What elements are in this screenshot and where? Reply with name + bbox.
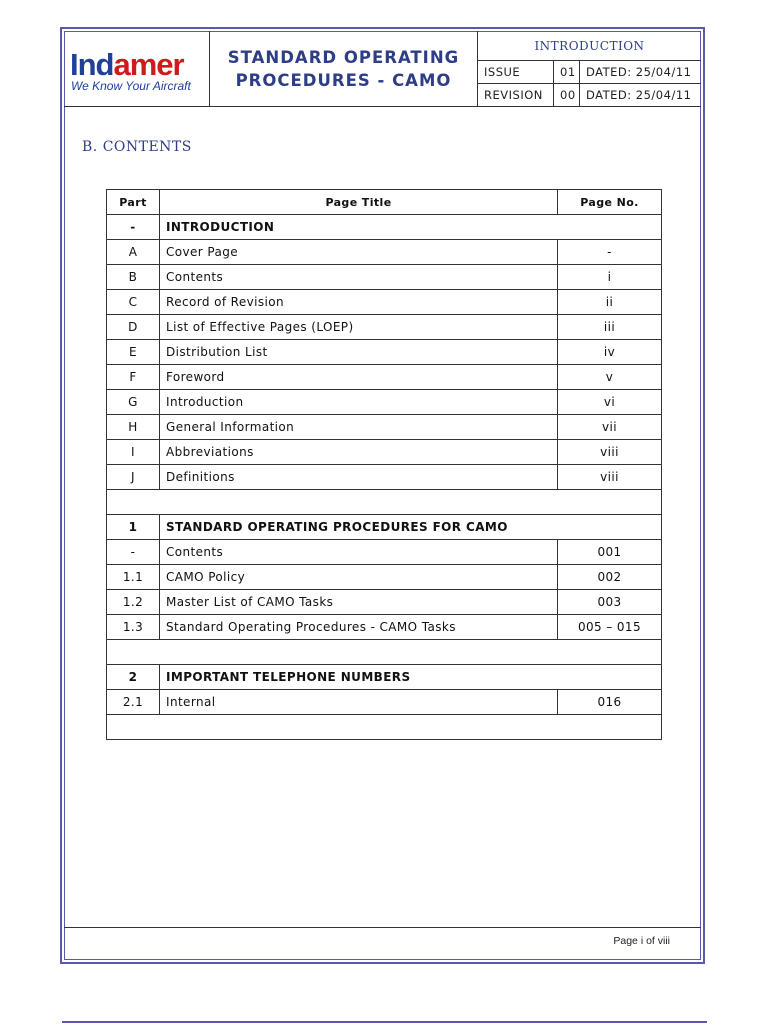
table-row bbox=[107, 565, 662, 590]
table-row bbox=[107, 240, 662, 265]
row-page: - bbox=[558, 240, 662, 265]
table-row bbox=[107, 440, 662, 465]
row-part: 1.3 bbox=[107, 615, 160, 640]
row-title: INTRODUCTION bbox=[160, 215, 662, 240]
row-title: CAMO Policy bbox=[160, 565, 558, 590]
document-meta bbox=[478, 31, 701, 106]
page-footer bbox=[64, 927, 701, 956]
row-page: vi bbox=[558, 390, 662, 415]
row-part: G bbox=[107, 390, 160, 415]
row-page: iv bbox=[558, 340, 662, 365]
row-page: viii bbox=[558, 440, 662, 465]
document-title-line-1: STANDARD OPERATING bbox=[227, 47, 460, 67]
row-page: 002 bbox=[558, 565, 662, 590]
document-title bbox=[210, 31, 478, 106]
table-row-section bbox=[107, 665, 662, 690]
row-part: 2 bbox=[107, 665, 160, 690]
row-title: Definitions bbox=[160, 465, 558, 490]
issue-date: DATED: 25/04/11 bbox=[586, 65, 692, 79]
table-row bbox=[107, 315, 662, 340]
table-row-section bbox=[107, 515, 662, 540]
row-part: C bbox=[107, 290, 160, 315]
row-page: 001 bbox=[558, 540, 662, 565]
row-title: Introduction bbox=[160, 390, 558, 415]
row-part: I bbox=[107, 440, 160, 465]
row-title: Master List of CAMO Tasks bbox=[160, 590, 558, 615]
row-page: v bbox=[558, 365, 662, 390]
row-part: E bbox=[107, 340, 160, 365]
document-header bbox=[64, 31, 701, 107]
row-title: IMPORTANT TELEPHONE NUMBERS bbox=[160, 665, 662, 690]
row-part: 1 bbox=[107, 515, 160, 540]
column-header-part: Part bbox=[107, 190, 160, 215]
revision-date: DATED: 25/04/11 bbox=[586, 88, 692, 102]
contents-table bbox=[106, 189, 662, 740]
row-title: Abbreviations bbox=[160, 440, 558, 465]
row-title: Foreword bbox=[160, 365, 558, 390]
row-part: B bbox=[107, 265, 160, 290]
table-row bbox=[107, 690, 662, 715]
table-row bbox=[107, 465, 662, 490]
row-page: vii bbox=[558, 415, 662, 440]
issue-label: ISSUE bbox=[478, 61, 554, 83]
row-title: Contents bbox=[160, 540, 558, 565]
row-part: 2.1 bbox=[107, 690, 160, 715]
row-page: viii bbox=[558, 465, 662, 490]
table-row bbox=[107, 390, 662, 415]
table-row bbox=[107, 590, 662, 615]
row-part: F bbox=[107, 365, 160, 390]
table-spacer-row bbox=[107, 640, 662, 665]
row-page: 005 – 015 bbox=[558, 615, 662, 640]
revision-label: REVISION bbox=[478, 84, 554, 106]
table-row bbox=[107, 540, 662, 565]
row-title: Internal bbox=[160, 690, 558, 715]
column-header-page: Page No. bbox=[558, 190, 662, 215]
row-page: ii bbox=[558, 290, 662, 315]
section-label: INTRODUCTION bbox=[478, 31, 701, 61]
row-title: Record of Revision bbox=[160, 290, 558, 315]
contents-heading: B. CONTENTS bbox=[82, 139, 192, 155]
row-page: 003 bbox=[558, 590, 662, 615]
row-title: List of Effective Pages (LOEP) bbox=[160, 315, 558, 340]
row-title: STANDARD OPERATING PROCEDURES FOR CAMO bbox=[160, 515, 662, 540]
revision-number: 00 bbox=[554, 84, 580, 106]
row-title: Standard Operating Procedures - CAMO Tasks bbox=[160, 615, 558, 640]
table-spacer-row bbox=[107, 490, 662, 515]
column-header-title: Page Title bbox=[160, 190, 558, 215]
table-row bbox=[107, 365, 662, 390]
logo-tagline: We Know Your Aircraft bbox=[71, 79, 191, 93]
row-title: Distribution List bbox=[160, 340, 558, 365]
table-row bbox=[107, 415, 662, 440]
row-title: Contents bbox=[160, 265, 558, 290]
table-row-section bbox=[107, 215, 662, 240]
table-row bbox=[107, 615, 662, 640]
row-page: iii bbox=[558, 315, 662, 340]
row-part: A bbox=[107, 240, 160, 265]
row-part: H bbox=[107, 415, 160, 440]
row-part: 1.2 bbox=[107, 590, 160, 615]
row-part: J bbox=[107, 465, 160, 490]
revision-row bbox=[478, 84, 701, 106]
logo-wordmark: Indamer bbox=[70, 47, 184, 82]
document-title-line-2: PROCEDURES - CAMO bbox=[235, 70, 452, 90]
row-part: - bbox=[107, 540, 160, 565]
row-part: D bbox=[107, 315, 160, 340]
row-part: 1.1 bbox=[107, 565, 160, 590]
issue-row bbox=[478, 61, 701, 84]
table-row bbox=[107, 340, 662, 365]
row-title: General Information bbox=[160, 415, 558, 440]
row-page: 016 bbox=[558, 690, 662, 715]
table-row bbox=[107, 290, 662, 315]
table-spacer-row bbox=[107, 715, 662, 740]
page-number: Page i of viii bbox=[613, 935, 670, 947]
row-part: - bbox=[107, 215, 160, 240]
bottom-divider bbox=[62, 1021, 707, 1023]
table-header-row bbox=[107, 190, 662, 215]
company-logo bbox=[64, 31, 210, 106]
table-row bbox=[107, 265, 662, 290]
issue-number: 01 bbox=[554, 61, 580, 83]
row-page: i bbox=[558, 265, 662, 290]
row-title: Cover Page bbox=[160, 240, 558, 265]
